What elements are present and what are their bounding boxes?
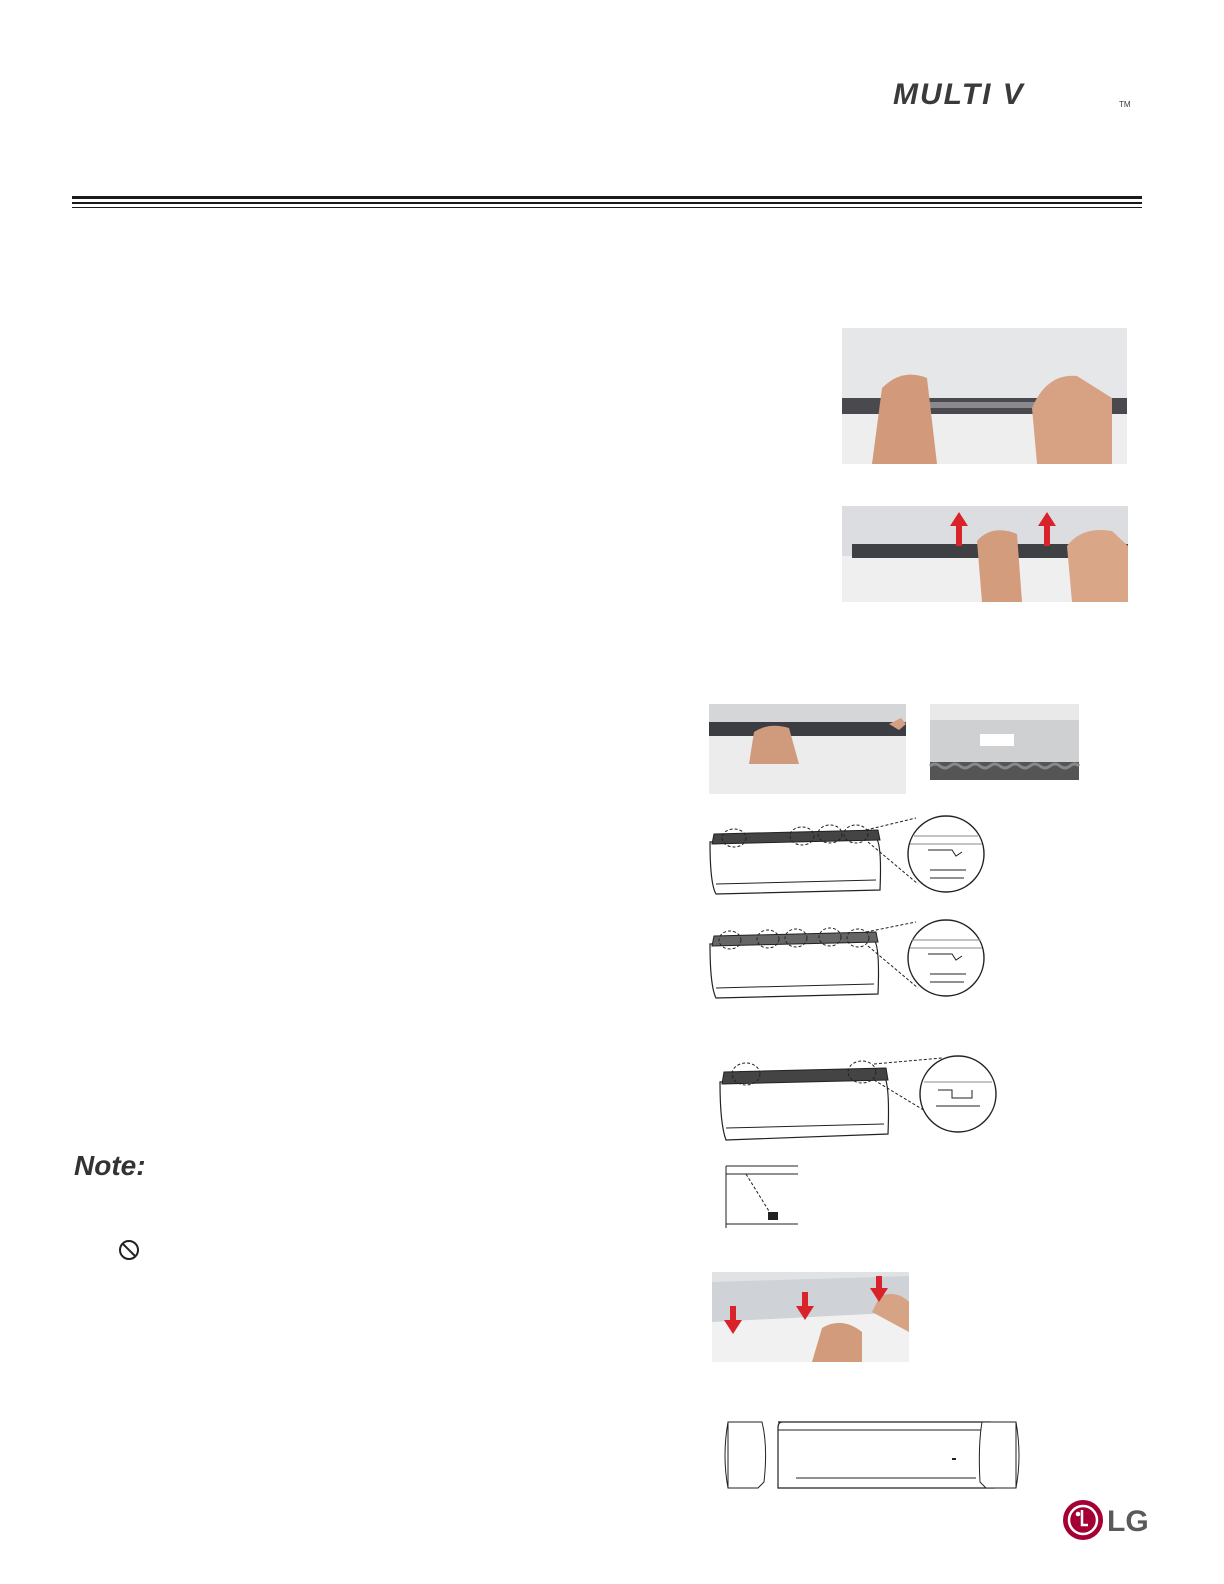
lg-logo — [1062, 1497, 1149, 1543]
header-rule — [72, 196, 1142, 199]
photo-lift-front-panel — [842, 506, 1128, 602]
trademark-text: TM — [1119, 100, 1131, 109]
header-rule — [72, 202, 1142, 204]
photo-close-front-panel — [712, 1272, 909, 1362]
diagram-unit-assembled — [722, 1416, 1022, 1500]
multi-v-logo-text: MULTI V — [893, 78, 1025, 111]
diagram-clip-locations-b — [706, 916, 988, 1006]
photo-clip-closeup — [930, 704, 1079, 780]
photo-remove-filter — [709, 704, 906, 794]
diagram-hinge-detail — [726, 1162, 798, 1228]
lg-logo-text: LG — [1107, 1505, 1149, 1538]
prohibited-icon — [118, 1239, 140, 1261]
diagram-clip-locations-c — [716, 1054, 1000, 1144]
header-rule — [72, 207, 1142, 208]
note-label: Note: — [74, 1150, 146, 1181]
diagram-clip-locations-a — [706, 814, 988, 914]
photo-open-front-panel — [842, 328, 1127, 464]
multi-v-logo — [893, 74, 1143, 110]
